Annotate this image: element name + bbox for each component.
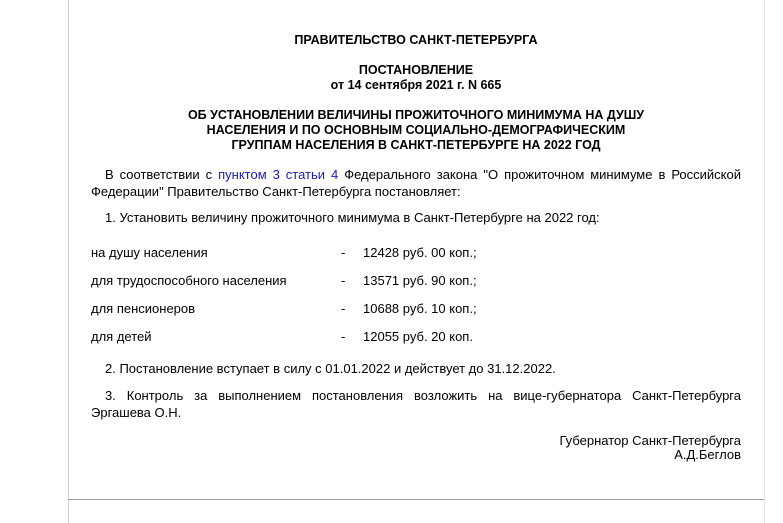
table-row [91,266,477,294]
value-label: для пенсионеров [91,300,196,316]
title-line-2: НАСЕЛЕНИЯ И ПО ОСНОВНЫМ СОЦИАЛЬНО-ДЕМОГРАФИЧЕСКИМ [206,123,626,137]
minimum-values-table [91,238,477,350]
table-row [91,294,477,322]
value-amount: 12055 руб. 20 коп. [363,328,473,344]
intro-before-link: В соответствии с [105,167,219,182]
government-heading: ПРАВИТЕЛЬСТВО САНКТ-ПЕТЕРБУРГА [294,33,538,47]
value-label: для трудоспособного населения [91,272,287,288]
document-date-number: от 14 сентября 2021 г. N 665 [330,78,502,92]
point-3: 3. Контроль за выполнением постановления возложить на вице-губернатора Санкт-Петербурга Эргашева О.Н. [91,388,741,420]
title-line-1: ОБ УСТАНОВЛЕНИИ ВЕЛИЧИНЫ ПРОЖИТОЧНОГО МИНИМУМА НА ДУШУ [187,108,645,122]
value-dash: - [341,272,346,288]
value-dash: - [341,244,346,260]
table-row [91,322,477,350]
value-amount: 13571 руб. 90 коп.; [363,272,477,288]
value-label: на душу населения [91,244,208,260]
bottom-divider [68,499,764,500]
value-dash: - [341,300,346,316]
value-amount: 12428 руб. 00 коп.; [363,244,477,260]
signature-name: А.Д.Беглов [674,447,741,462]
law-article-link[interactable]: пунктом 3 статьи 4 [218,167,339,182]
value-amount: 10688 руб. 10 коп.; [363,300,477,316]
intro-after-link: Федерального закона "О прожиточном минимуме в Российской Федерации" Правительство Санкт-Петербурга постановляет: [91,167,741,199]
value-label: для детей [91,328,152,344]
value-dash: - [341,328,346,344]
point-1: 1. Установить величину прожиточного минимума в Санкт-Петербурге на 2022 год: [105,210,600,225]
signature-block [91,434,741,462]
document-title [91,108,741,153]
document-type-block [91,63,741,93]
document-type: ПОСТАНОВЛЕНИЕ [358,63,474,77]
left-margin-line [68,0,69,523]
intro-paragraph [91,166,741,200]
document-body [91,33,741,462]
table-row [91,238,477,266]
title-line-3: ГРУППАМ НАСЕЛЕНИЯ В САНКТ-ПЕТЕРБУРГЕ НА 2022 ГОД [231,138,601,152]
right-margin-line [764,0,765,523]
point-2: 2. Постановление вступает в силу с 01.01.2022 и действует до 31.12.2022. [105,361,556,376]
signature-position: Губернатор Санкт-Петербурга [559,433,741,448]
